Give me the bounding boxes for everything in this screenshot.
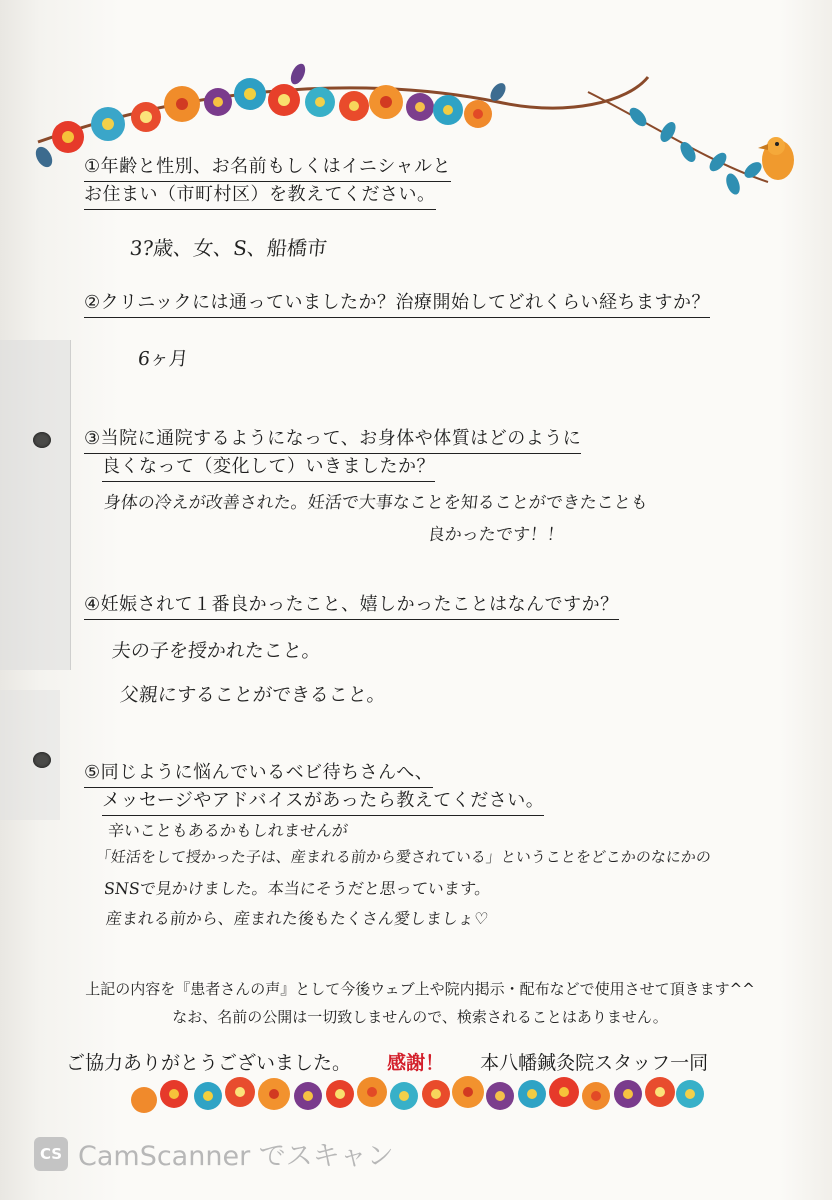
answer-1: 3?歳、女、S、船橋市 (128, 236, 329, 260)
camscanner-text: CamScanner でスキャン (78, 1141, 394, 1172)
question-2 (84, 290, 710, 318)
question-3 (84, 426, 581, 482)
question-4-line1: ④妊娠されて１番良かったこと、嬉しかったことはなんですか？ (84, 592, 619, 620)
thanks-text: ご協力ありがとうございました。 (66, 1052, 352, 1074)
answer-2: 6ヶ月 (136, 348, 190, 370)
tape-strip-lower (0, 690, 60, 820)
answer-4-line2: 父親にすることができること。 (118, 684, 388, 706)
tape-strip (0, 340, 71, 670)
question-2-line1: ②クリニックには通っていましたか？治療開始してどれくらい経ちますか？ (84, 290, 710, 318)
punch-hole-bottom (33, 752, 51, 768)
privacy-note: なお、名前の公開は一切致しませんので、検索されることはありません。 (172, 1008, 668, 1026)
camscanner-watermark (34, 1134, 394, 1173)
answer-5-line1: 辛いこともあるかもしれませんが (106, 821, 349, 840)
question-3-line1: ③当院に通院するようになって、お身体や体質はどのように (84, 426, 581, 454)
question-4 (84, 592, 619, 620)
answer-5-line2: 「妊活をして授かった子は、産まれる前から愛されている」ということをどこかのなにかの (95, 848, 712, 866)
question-5 (84, 760, 544, 816)
staff-signature: 本八幡鍼灸院スタッフ一同 (480, 1052, 709, 1074)
answer-3-line2: 良かったです！！ (426, 525, 565, 545)
question-3-line2: 良くなって（変化して）いきましたか？ (102, 454, 435, 482)
answer-4-line1: 夫の子を授かれたこと。 (110, 640, 323, 662)
flower-garland-bottom-icon (124, 1070, 724, 1120)
answer-5-line4: 産まれる前から、産まれた後もたくさん愛しましょ♡ (104, 909, 490, 928)
kansha-text: 感謝！ (387, 1052, 445, 1074)
punch-hole-top (33, 432, 51, 448)
answer-5-line3: SNSで見かけました。本当にそうだと思っています。 (102, 879, 492, 898)
question-1-line2: お住まい（市町村区）を教えてください。 (84, 182, 436, 210)
question-5-line1: ⑤同じように悩んでいるベビ待ちさんへ、 (84, 760, 433, 788)
bird-icon (758, 137, 794, 180)
camscanner-logo-icon: CS (34, 1137, 68, 1171)
question-1 (84, 154, 451, 210)
question-5-line2: メッセージやアドバイスがあったら教えてください。 (102, 788, 544, 816)
usage-note: 上記の内容を『患者さんの声』として今後ウェブ上や院内掲示・配布などで使用させて頂きます^^ (85, 980, 755, 998)
answer-3-line1: 身体の冷えが改善された。妊活で大事なことを知ることができたことも (102, 493, 649, 513)
question-1-line1: ①年齢と性別、お名前もしくはイニシャルと (84, 154, 451, 182)
